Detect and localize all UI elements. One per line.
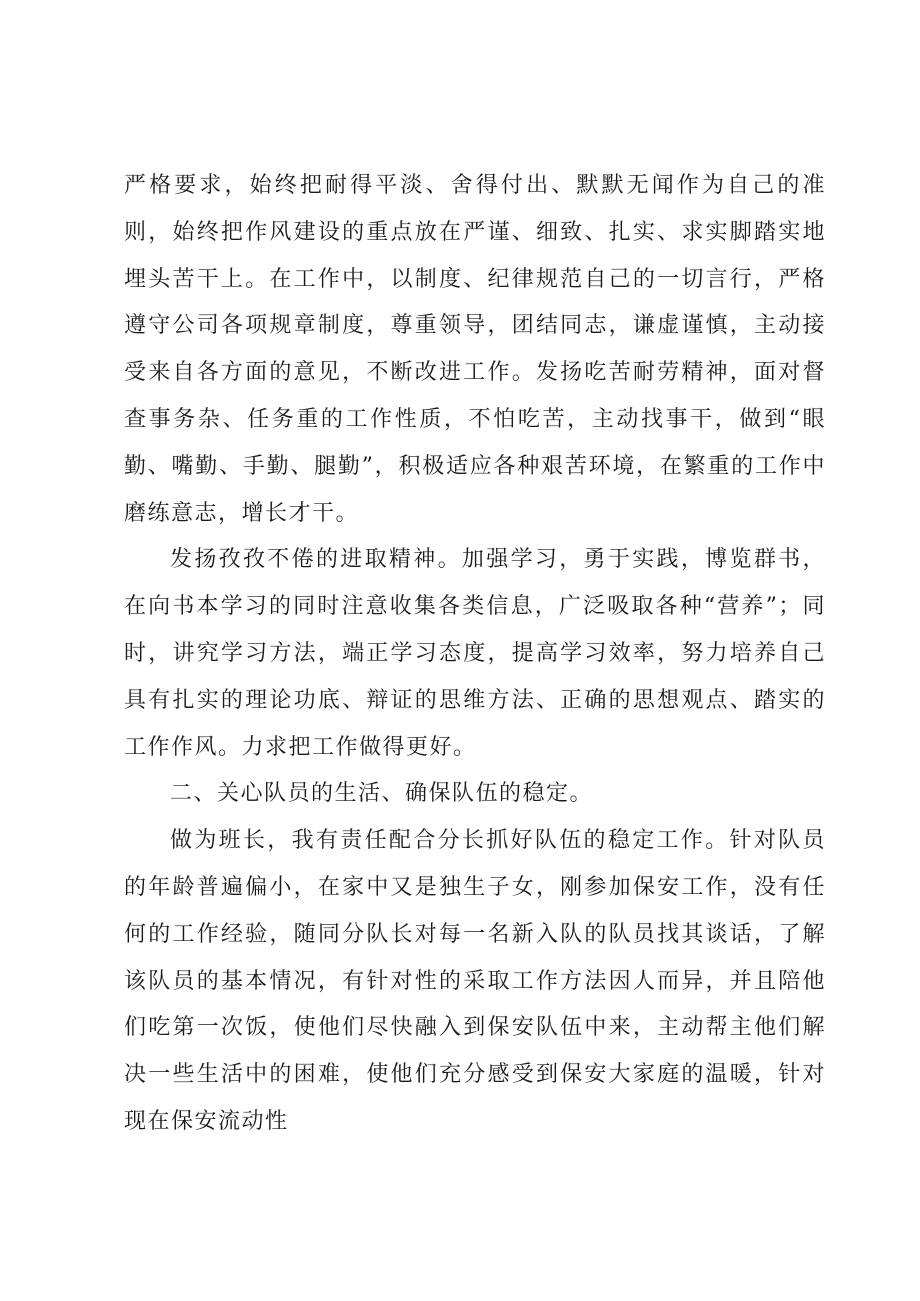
document-body — [124, 163, 826, 1146]
paragraph-work-style: 严格要求，始终把耐得平淡、舍得付出、默默无闻作为自己的准则，始终把作风建设的重点放在严谨、细致、扎实、求实脚踏实地埋头苦干上。在工作中，以制度、纪律规范自己的一切言行，严格遵守公司各项规章制度，尊重领导，团结同志，谦虚谨慎，主动接受来自各方面的意见，不断改进工作。发扬吃苦耐劳精神，面对督查事务杂、任务重的工作性质，不怕吃苦，主动找事干，做到“眼勤、嘴勤、手勤、腿勤”，积极适应各种艰苦环境，在繁重的工作中磨练意志，增长才干。 — [124, 173, 826, 526]
section-heading-team-stability: 二、关心队员的生活、确保队伍的稳定。 — [170, 781, 594, 807]
paragraph-team-stability: 做为班长，我有责任配合分长抓好队伍的稳定工作。针对队员的年龄普遍偏小，在家中又是独生子女，刚参加保安工作，没有任何的工作经验，随同分队长对每一名新入队的队员找其谈话，了解该队员的基本情况，有针对性的采取工作方法因人而异，并且陪他们吃第一次饭，使他们尽快融入到保安队伍中来，主动帮主他们解决一些生活中的困难，使他们充分感受到保安大家庭的温暖，针对现在保安流动性 — [124, 828, 826, 1134]
paragraph-learning-spirit: 发扬孜孜不倦的进取精神。加强学习，勇于实践，博览群书，在向书本学习的同时注意收集各类信息，广泛吸取各种“营养”；同时，讲究学习方法，端正学习态度，提高学习效率，努力培养自己具有扎实的理论功底、辩证的思维方法、正确的思想观点、踏实的工作作风。力求把工作做得更好。 — [124, 547, 826, 760]
